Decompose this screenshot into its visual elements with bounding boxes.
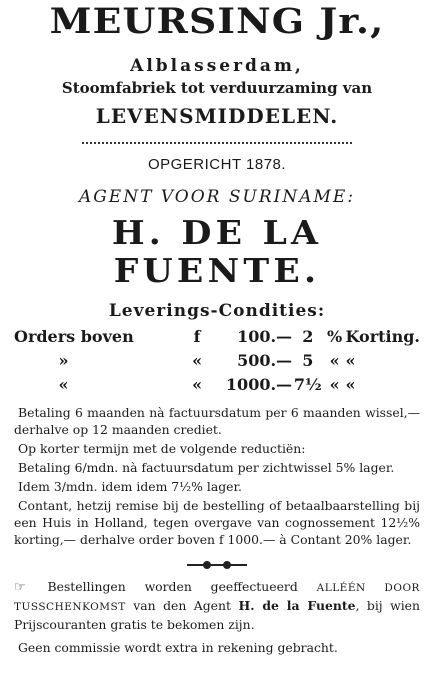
rate-label: «	[58, 374, 69, 394]
terms-paragraph: Betaling 6/mdn. nà factuursdatum per zichtwissel 5% lager.	[18, 460, 395, 475]
footer-text: , bij wien Prijscouranten gratis te bekomen zijn.	[14, 598, 420, 632]
rates-table	[14, 324, 420, 396]
rate-label: »	[58, 350, 69, 370]
footer-last-line: Geen commissie wordt extra in rekening gebracht.	[18, 640, 338, 655]
rate-currency: f	[193, 326, 201, 346]
rate-amount: 100.—	[237, 326, 293, 346]
terms-block	[14, 404, 420, 548]
rate-currency: «	[192, 374, 203, 394]
pointing-hand-icon: ☞	[14, 580, 26, 595]
agent-label: AGENT VOOR SURINAME:	[78, 187, 356, 207]
terms-paragraph: Contant, hetzij remise bij de bestelling of betaalbaarstelling bij een Huis in Holland, tegen overgave van cognossement 12½% korting,— derhalve order boven f 1000.— à Contant 20% lager.	[14, 498, 420, 547]
rate-percent: 2	[302, 326, 314, 346]
rate-row	[14, 348, 420, 372]
footer-agent-name: H. de la Fuente	[238, 598, 356, 613]
rate-unit: «	[329, 374, 340, 394]
rate-unit: %	[326, 326, 343, 346]
footer-smallcaps: ALLÉÉN DOOR TUSSCHENKOMST	[14, 582, 420, 613]
founded-line: OPGERICHT 1878.	[147, 156, 287, 173]
city-name: Alblasserdam,	[130, 56, 304, 76]
rate-percent: 7½	[293, 374, 322, 394]
terms-paragraph: Betaling 6 maanden nà factuursdatum per 6 maanden wissel,— derhalve op 12 maanden crediet.	[14, 405, 420, 437]
rate-row	[14, 324, 420, 348]
rate-row	[14, 372, 420, 396]
rate-tail: «	[345, 374, 356, 394]
company-name: MEURSING Jr.,	[49, 1, 385, 42]
rate-label: Orders boven	[14, 326, 134, 346]
terms-paragraph: Idem 3/mdn. idem idem 7½% lager.	[18, 479, 242, 494]
rate-currency: «	[192, 350, 203, 370]
terms-paragraph: Op korter termijn met de volgende reductiën:	[18, 441, 306, 456]
footer-text: van den Agent	[133, 598, 231, 613]
rate-amount: 1000.—	[225, 374, 293, 394]
ornament-divider	[14, 560, 420, 570]
footer-block	[14, 578, 420, 656]
rate-tail: «	[345, 350, 356, 370]
footer-paragraph	[14, 578, 420, 633]
goods-heading: LEVENSMIDDELEN.	[95, 104, 339, 128]
rate-unit: «	[329, 350, 340, 370]
conditions-title: Leverings-Condities:	[108, 301, 326, 321]
footer-text: Bestellingen worden geeffectueerd	[47, 579, 298, 594]
dotted-divider	[82, 142, 352, 144]
rate-amount: 500.—	[237, 350, 293, 370]
rate-percent: 5	[302, 350, 314, 370]
rate-tail: Korting.	[345, 326, 420, 346]
factory-line: Stoomfabriek tot verduurzaming van	[61, 79, 373, 97]
agent-name: H. DE LA FUENTE.	[111, 213, 323, 290]
